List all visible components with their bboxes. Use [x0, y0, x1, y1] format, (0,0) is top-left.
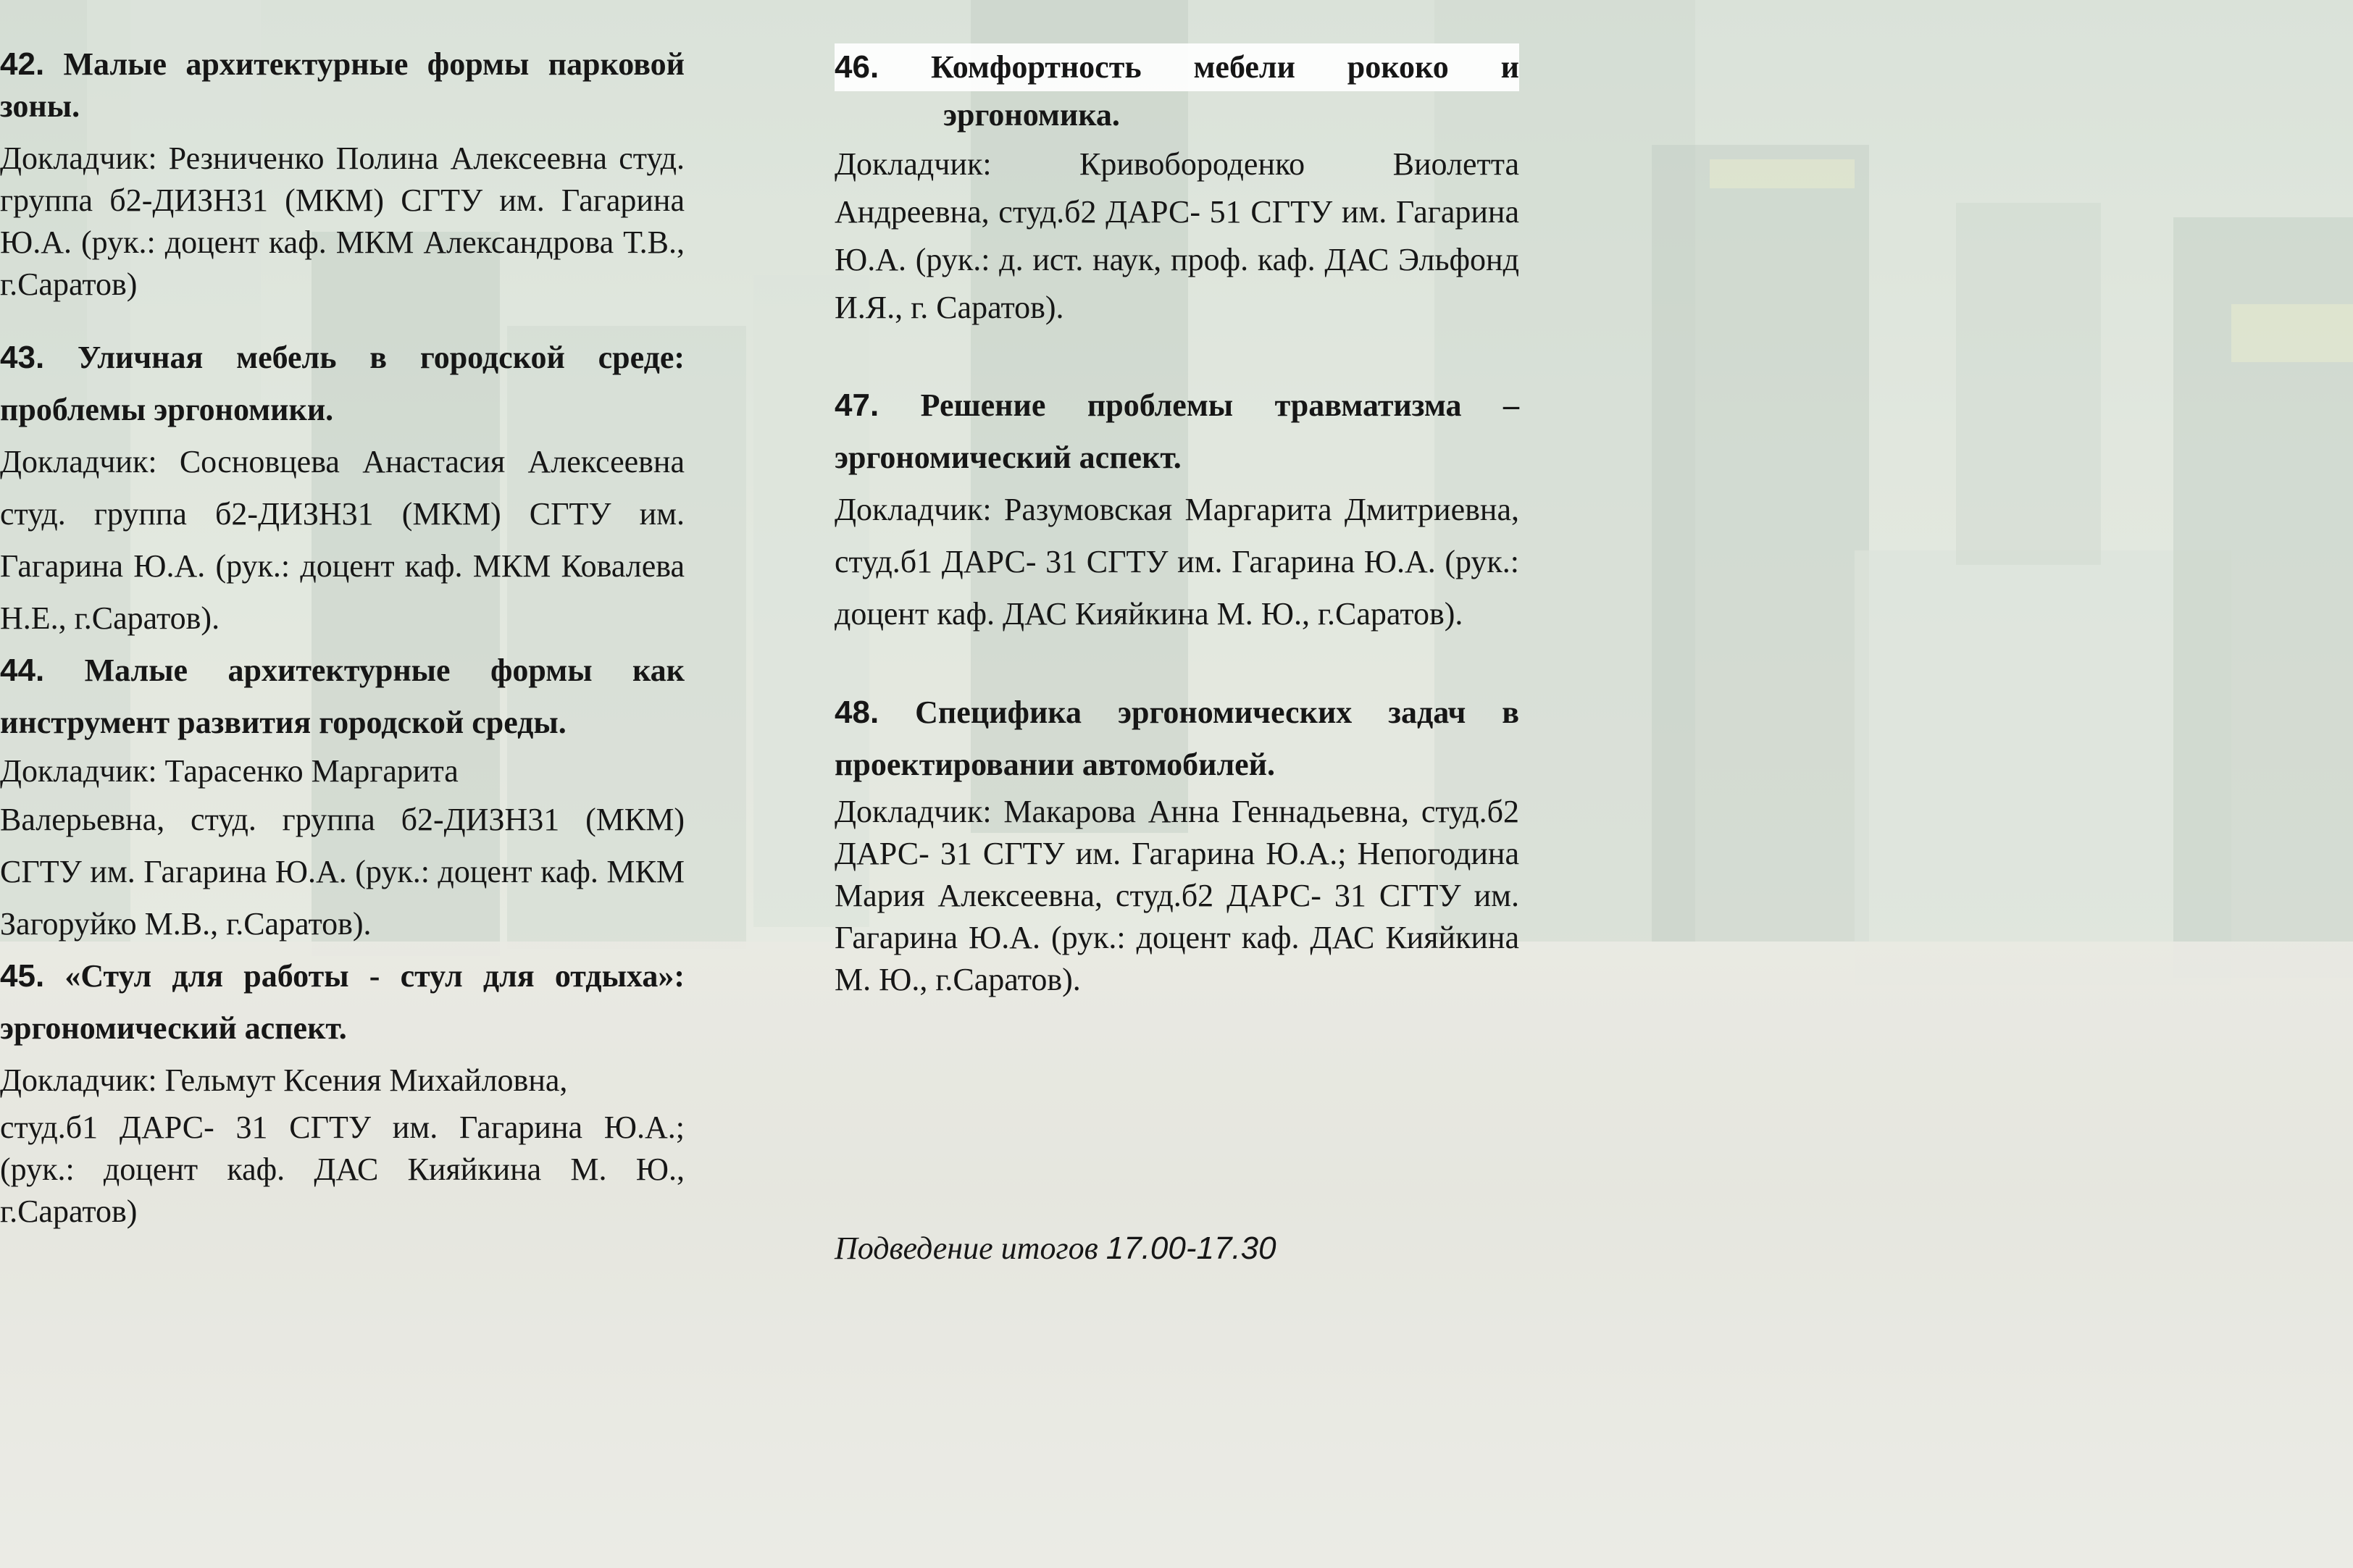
entry-number: 46. — [835, 49, 879, 85]
summary-time: 17.00-17.30 — [1106, 1230, 1276, 1266]
entry-title-text: Специфика эргономических задач в проектировании автомобилей. — [835, 695, 1519, 782]
entry-speaker-line1: Докладчик: Гельмут Ксения Михайловна, — [0, 1062, 568, 1098]
entry-number: 47. — [835, 387, 879, 423]
entry-46 — [835, 43, 1519, 332]
entry-title — [0, 645, 685, 749]
right-column — [835, 43, 1519, 1001]
summary-line — [835, 1230, 1276, 1267]
entry-title-text: Решение проблемы травматизма – эргономический аспект. — [835, 387, 1520, 475]
entry-speaker: Докладчик: Резниченко Полина Алексеевна студ. группа б2-ДИЗН31 (МКМ) СГТУ им. Гагарина Ю.А. (рук.: доцент каф. МКМ Александрова Т.В., г.Саратов) — [0, 141, 685, 302]
entry-title-text: Малые архитектурные формы парковой зоны. — [0, 46, 685, 124]
entry-speaker: Докладчик: Кривобороденко Виолетта Андреевна, студ.б2 ДАРС- 51 СГТУ им. Гагарина Ю.А. (рук.: д. ист. наук, проф. каф. ДАС Эльфонд И.Я., г. Саратов). — [835, 146, 1519, 325]
entry-title-text: Малые архитектурные формы как инструмент развития городской среды. — [0, 653, 685, 740]
entry-title — [0, 43, 685, 127]
entry-speaker: Докладчик: Макарова Анна Геннадьевна, студ.б2 ДАРС- 31 СГТУ им. Гагарина Ю.А.; Непогодина Мария Алексеевна, студ.б2 ДАРС- 31 СГТУ им. Гагарина Ю.А. (рук.: доцент каф. ДАС Кияйкина М. Ю., г.Саратов). — [835, 794, 1519, 997]
entry-42 — [0, 43, 685, 306]
entry-speaker: Докладчик: Сосновцева Анастасия Алексеевна студ. группа б2-ДИЗН31 (МКМ) СГТУ им. Гагарина Ю.А. (рук.: доцент каф. МКМ Ковалева Н.Е., г.Саратов). — [0, 444, 685, 636]
entry-title — [835, 687, 1519, 791]
entry-speaker: Докладчик: Разумовская Маргарита Дмитриевна, студ.б1 ДАРС- 31 СГТУ им. Гагарина Ю.А. (рук.: доцент каф. ДАС Кияйкина М. Ю., г.Саратов). — [835, 492, 1519, 632]
entry-47 — [835, 380, 1519, 640]
entry-title-text: Уличная мебель в городской среде: проблемы эргономики. — [0, 340, 685, 427]
entry-title — [0, 332, 685, 436]
entry-speaker: студ.б1 ДАРС- 31 СГТУ им. Гагарина Ю.А.; (рук.: доцент каф. ДАС Кияйкина М. Ю., г.Саратов) — [0, 1110, 685, 1229]
entry-speaker: Валерьевна, студ. группа б2-ДИЗН31 (МКМ) СГТУ им. Гагарина Ю.А. (рук.: доцент каф. МКМ Загоруйко М.В., г.Саратов). — [0, 802, 685, 942]
entry-number: 42. — [0, 46, 45, 82]
entry-44 — [0, 645, 685, 950]
entry-title-text: «Стул для работы - стул для отдыха»: эргономический аспект. — [0, 958, 685, 1046]
entry-number: 45. — [0, 958, 45, 994]
entry-number: 43. — [0, 340, 45, 375]
entry-speaker-line1: Докладчик: Тарасенко Маргарита — [0, 753, 459, 789]
entry-45 — [0, 950, 685, 1233]
entry-number: 44. — [0, 653, 45, 688]
left-column — [0, 43, 685, 1233]
entry-title — [835, 380, 1519, 484]
entry-title-text-2: эргономика. — [943, 97, 1120, 133]
summary-label: Подведение итогов — [835, 1230, 1098, 1266]
entry-title — [0, 950, 685, 1055]
entry-48 — [835, 687, 1519, 1001]
entry-title-text: Комфортность мебели рококо и — [931, 49, 1520, 85]
entry-title — [835, 43, 1519, 139]
entry-number: 48. — [835, 695, 879, 730]
entry-43 — [0, 332, 685, 645]
